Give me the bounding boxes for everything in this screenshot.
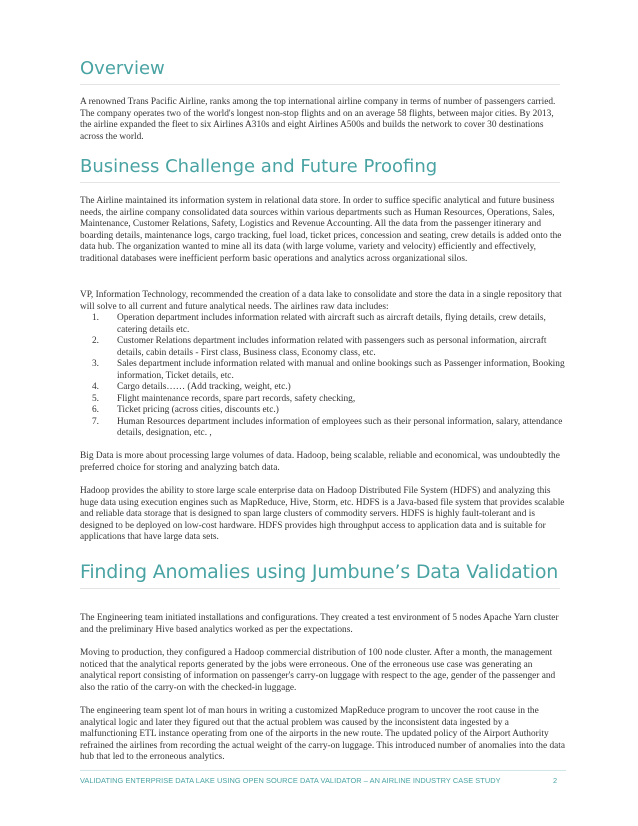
list-item-text: Human Resources department includes information of employees such as their personal information, salary, attendance details, designation, etc. , <box>117 416 563 438</box>
list-item-number: 5. <box>92 393 100 404</box>
list-item <box>80 313 566 336</box>
list-item <box>80 417 566 440</box>
list-item <box>80 382 566 394</box>
anomalies-heading-rule <box>80 588 560 589</box>
list-item-number: 6. <box>92 405 100 415</box>
list-item-number: 3. <box>92 359 100 369</box>
anomalies-heading: Finding Anomalies using Jumbune’s Data Validation <box>80 561 559 583</box>
footer-title: VALIDATING ENTERPRISE DATA LAKE USING OPEN SOURCE DATA VALIDATOR – AN AIRLINE INDUSTRY CASE STUDY <box>80 776 501 785</box>
overview-heading-rule <box>80 84 560 85</box>
hadoop-paragraph: Hadoop provides the ability to store large scale enterprise data on Hadoop Distributed File System (HDFS) and analyzing this huge data using execution engines such as MapReduce, Hive, Storm, etc. HDFS is a Java-based file system that provides scalable and reliable data storage that is designed to span large clusters of commodity servers. HDFS is highly fault-tolerant and is designed to be deployed on low-cost hardware. HDFS provides high throughput access to application data and is suitable for applications that have large data sets. <box>80 486 565 542</box>
list-item-text: Sales department include information related with manual and online bookings such as Passenger information, Booking information, Ticket details, etc. <box>117 359 565 381</box>
list-item-text: Operation department includes information related with aircraft such as aircraft details, flying details, crew details, catering details etc. <box>117 313 546 335</box>
business-heading-rule <box>80 182 560 183</box>
big-data-paragraph: Big Data is more about processing large volumes of data. Hadoop, being scalable, reliable and economical, was undoubtedly the preferred choice for storing and analyzing batch data. <box>80 451 560 473</box>
anomalies-paragraph-2: Moving to production, they configured a Hadoop commercial distribution of 100 node cluster. After a month, the management noticed that the analytical reports generated by the jobs were erroneous. One of the erroneous use case was generating an analytical report consisting of information on passenger's carry-on luggage with respect to the age, gender of the passenger and also the ratio of the carry-on with the checked-in luggage. <box>80 648 556 693</box>
list-item-number: 7. <box>92 416 100 427</box>
business-heading: Business Challenge and Future Proofing <box>80 156 438 177</box>
list-item-text: Ticket pricing (across cities, discounts etc.) <box>117 405 279 415</box>
list-item <box>80 336 566 359</box>
list-item-number: 2. <box>92 336 100 346</box>
list-item-text: Cargo details…… (Add tracking, weight, etc.) <box>117 382 291 392</box>
anomalies-paragraph-3: The engineering team spent lot of man hours in writing a customized MapReduce program to uncover the root cause in the analytical logic and later they figured out that the actual problem was caused by the inconsistent data ingested by a malfunctioning ETL instance operating from one of the airports in the new route. The updated policy of the Airport Authority refrained the airlines from recording the actual weight of the carry-on luggage. This introduced number of anomalies into the data hub that led to the erroneous analytics. <box>80 706 566 762</box>
list-item <box>80 394 566 406</box>
list-item <box>80 405 566 417</box>
overview-heading: Overview <box>80 58 165 79</box>
list-item-text: Flight maintenance records, spare part records, safety checking, <box>117 393 356 404</box>
business-paragraph-2: VP, Information Technology, recommended the creation of a data lake to consolidate and store the data in a single repository that will solve to all current and future analytical needs. The airlines raw data includes: <box>80 290 562 312</box>
footer-rule <box>80 770 566 771</box>
raw-data-list <box>80 313 566 440</box>
list-item-number: 1. <box>92 313 100 323</box>
business-paragraph-1: The Airline maintained its information system in relational data store. In order to suffice specific analytical and future business needs, the airline company consolidated data sources within various departments such as Human Resources, Operations, Sales, Maintenance, Customer Relations, Safety, Logistics and Revenue Accounting. All the data from the passenger itinerary and boarding details, maintenance logs, cargo tracking, fuel load, ticket prices, concession and seating, crew details is added onto the data hub. The organization wanted to mine all its data (with large volume, variety and velocity) efficiently and effectively, traditional databases were inefficient perform basic operations and analytics across organizational silos. <box>80 196 562 264</box>
list-item-text: Customer Relations department includes information related with passengers such as personal information, aircraft details, cabin details - First class, Business class, Economy class, etc. <box>117 336 547 358</box>
overview-paragraph: A renowned Trans Pacific Airline, ranks among the top international airline company in terms of number of passengers carried. The company operates two of the world's longest non-stop flights and on an average 58 flights, between major cities. By 2013, the airline expanded the fleet to six Airlines A310s and eight Airlines A500s and builds the network to cover 30 destinations across the world. <box>80 97 556 142</box>
anomalies-paragraph-1: The Engineering team initiated installations and configurations. They created a test environment of 5 nodes Apache Yarn cluster and the preliminary Hive based analytics worked as per the expectations. <box>80 613 559 635</box>
list-item-number: 4. <box>92 382 100 392</box>
page-number: 2 <box>553 776 558 785</box>
list-item <box>80 359 566 382</box>
